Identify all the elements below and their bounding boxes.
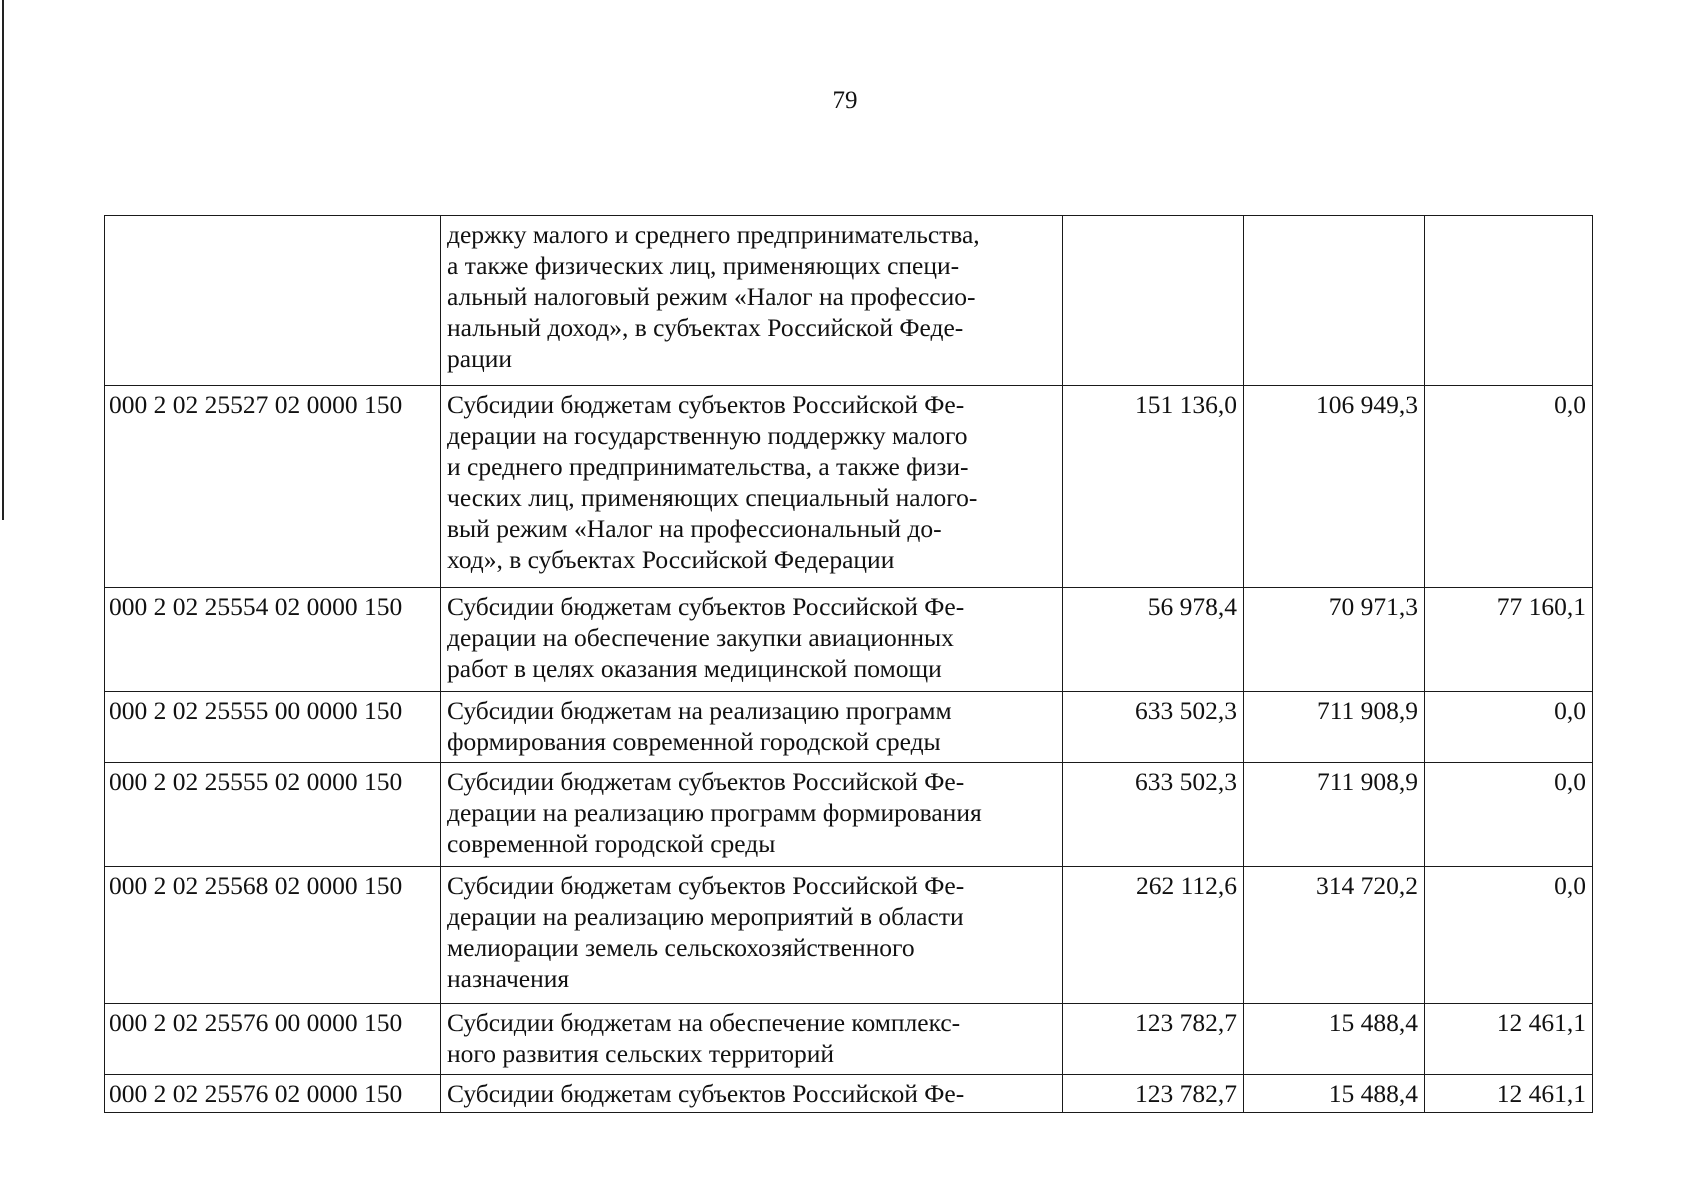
value-cell-year1: 151 136,0 (1063, 386, 1244, 588)
budget-code-cell: 000 2 02 25555 02 0000 150 (105, 763, 441, 867)
budget-code-cell: 000 2 02 25576 02 0000 150 (105, 1075, 441, 1113)
value-cell-year2: 314 720,2 (1244, 867, 1425, 1004)
value-cell-year3: 0,0 (1425, 763, 1593, 867)
value-cell-year1: 123 782,7 (1063, 1004, 1244, 1075)
name-line: альный налоговый режим «Налог на профессио- (447, 282, 976, 311)
budget-code-cell: 000 2 02 25555 00 0000 150 (105, 692, 441, 763)
name-line: мелиорации земель сельскохозяйственного (447, 933, 915, 962)
budget-name-cell (441, 867, 1063, 1004)
value-cell-year2: 15 488,4 (1244, 1004, 1425, 1075)
name-line: Субсидии бюджетам субъектов Российской Фе- (447, 592, 965, 621)
value-cell-year3 (1425, 216, 1593, 386)
value-cell-year1: 633 502,3 (1063, 692, 1244, 763)
name-line: вый режим «Налог на профессиональный до- (447, 514, 942, 543)
budget-name-cell (441, 763, 1063, 867)
table-row (105, 1004, 1593, 1075)
name-line: Субсидии бюджетам на реализацию программ (447, 696, 952, 725)
value-cell-year3: 12 461,1 (1425, 1075, 1593, 1113)
value-cell-year1: 262 112,6 (1063, 867, 1244, 1004)
name-line: дерации на реализацию программ формирования (447, 798, 982, 827)
budget-name-cell (441, 1075, 1063, 1113)
name-line: ход», в субъектах Российской Федерации (447, 545, 895, 574)
value-cell-year1: 633 502,3 (1063, 763, 1244, 867)
value-cell-year3: 0,0 (1425, 386, 1593, 588)
name-line: и среднего предпринимательства, а также физи- (447, 452, 969, 481)
name-line: Субсидии бюджетам субъектов Российской Фе- (447, 390, 965, 419)
budget-name-cell (441, 1004, 1063, 1075)
value-cell-year1 (1063, 216, 1244, 386)
table-row (105, 867, 1593, 1004)
value-cell-year2: 711 908,9 (1244, 692, 1425, 763)
name-line: держку малого и среднего предпринимательства, (447, 220, 980, 249)
name-line: Субсидии бюджетам субъектов Российской Фе- (447, 871, 965, 900)
name-line: Субсидии бюджетам субъектов Российской Фе- (447, 767, 965, 796)
budget-code-cell (105, 216, 441, 386)
name-line: ческих лиц, применяющих специальный налого- (447, 483, 978, 512)
value-cell-year2: 70 971,3 (1244, 588, 1425, 692)
value-cell-year2: 711 908,9 (1244, 763, 1425, 867)
budget-name-cell (441, 588, 1063, 692)
name-line: Субсидии бюджетам на обеспечение комплекс- (447, 1008, 961, 1037)
value-cell-year1: 123 782,7 (1063, 1075, 1244, 1113)
value-cell-year2 (1244, 216, 1425, 386)
table-row (105, 1075, 1593, 1113)
table-row (105, 763, 1593, 867)
name-line: а также физических лиц, применяющих специ- (447, 251, 960, 280)
page-number: 79 (832, 87, 858, 114)
value-cell-year2: 15 488,4 (1244, 1075, 1425, 1113)
name-line: назначения (447, 964, 570, 993)
page-edge-line (2, 0, 4, 520)
budget-name-cell (441, 386, 1063, 588)
budget-code-cell: 000 2 02 25568 02 0000 150 (105, 867, 441, 1004)
table-row (105, 588, 1593, 692)
budget-table (104, 215, 1593, 1113)
name-line: работ в целях оказания медицинской помощи (447, 654, 942, 683)
value-cell-year1: 56 978,4 (1063, 588, 1244, 692)
table-row (105, 386, 1593, 588)
budget-code-cell: 000 2 02 25554 02 0000 150 (105, 588, 441, 692)
budget-name-cell (441, 216, 1063, 386)
name-line: ного развития сельских территорий (447, 1039, 835, 1068)
value-cell-year3: 0,0 (1425, 867, 1593, 1004)
name-line: дерации на государственную поддержку малого (447, 421, 968, 450)
table-row (105, 216, 1593, 386)
name-line: формирования современной городской среды (447, 727, 941, 756)
name-line: современной городской среды (447, 829, 776, 858)
budget-name-cell (441, 692, 1063, 763)
value-cell-year2: 106 949,3 (1244, 386, 1425, 588)
name-line: Субсидии бюджетам субъектов Российской Фе- (447, 1079, 965, 1108)
name-line: дерации на реализацию мероприятий в области (447, 902, 964, 931)
budget-code-cell: 000 2 02 25576 00 0000 150 (105, 1004, 441, 1075)
name-line: рации (447, 344, 513, 373)
value-cell-year3: 12 461,1 (1425, 1004, 1593, 1075)
value-cell-year3: 77 160,1 (1425, 588, 1593, 692)
name-line: дерации на обеспечение закупки авиационных (447, 623, 954, 652)
value-cell-year3: 0,0 (1425, 692, 1593, 763)
table-row (105, 692, 1593, 763)
name-line: нальный доход», в субъектах Российской Феде- (447, 313, 964, 342)
budget-code-cell: 000 2 02 25527 02 0000 150 (105, 386, 441, 588)
